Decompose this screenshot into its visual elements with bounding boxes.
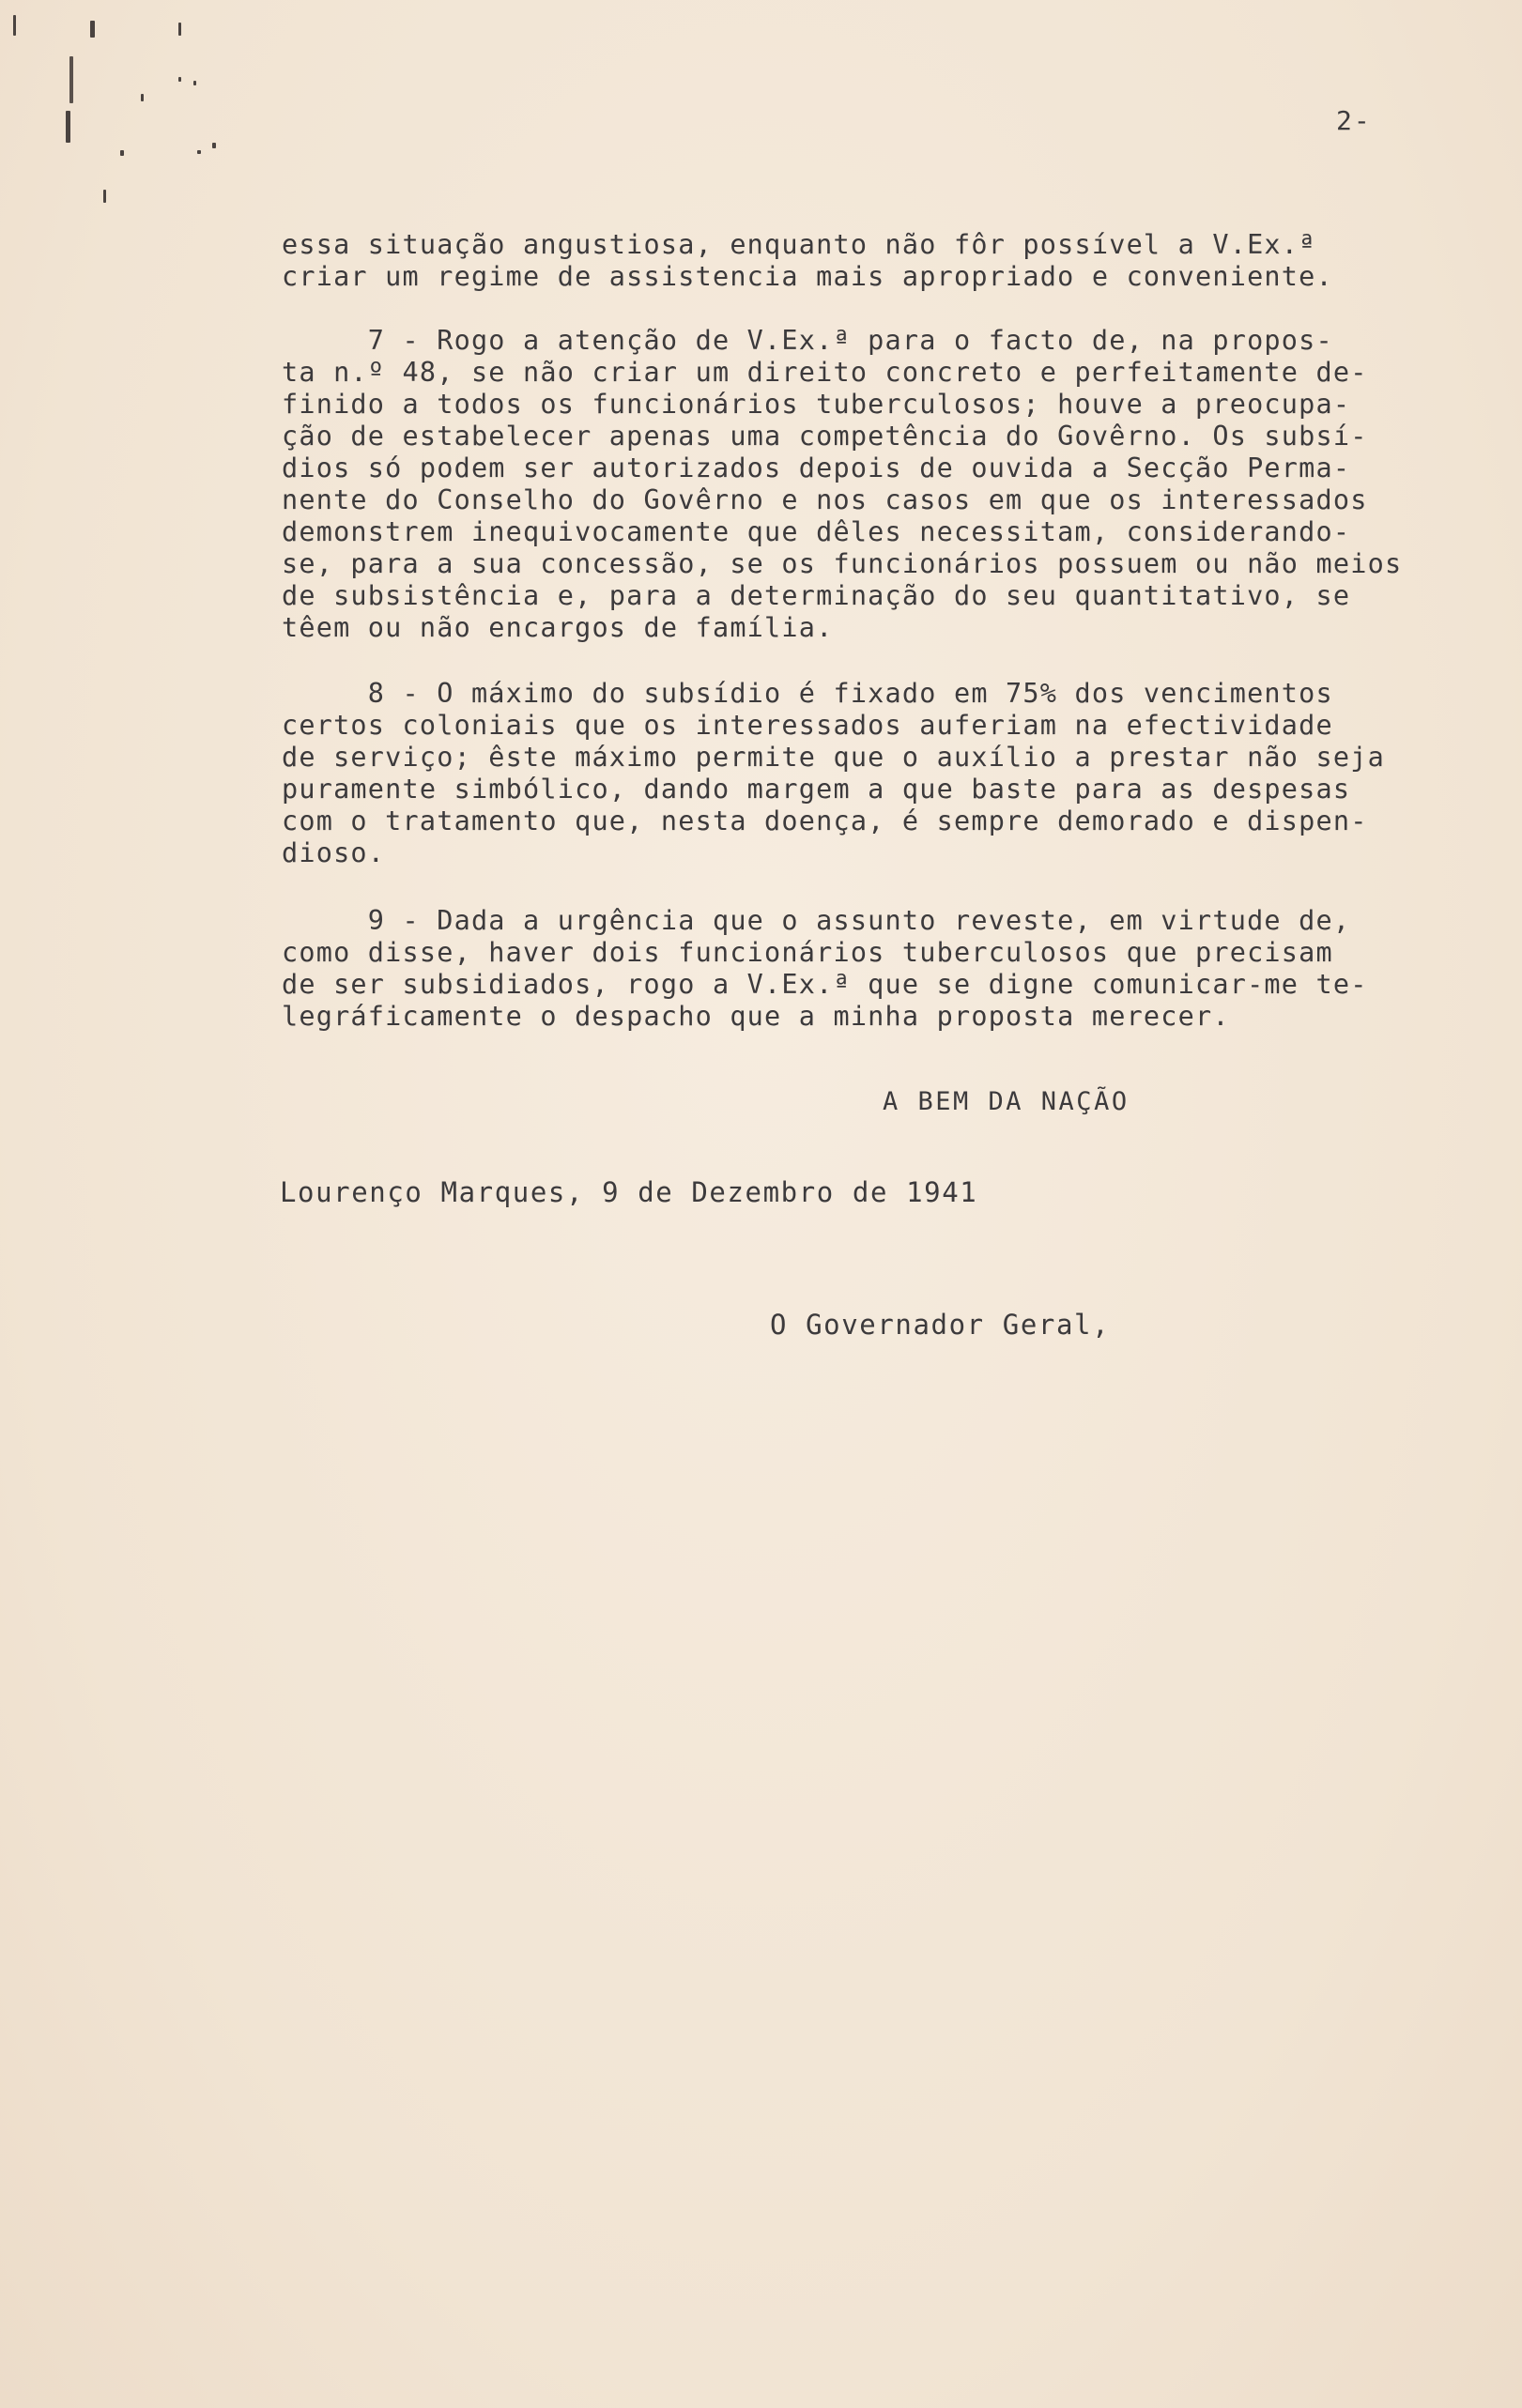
paragraph-continuation — [282, 229, 1512, 293]
text-line: com o tratamento que, nesta doença, é sempre demorado e dispen- — [282, 805, 1368, 836]
page-number: 2- — [1336, 105, 1372, 136]
text-line: 9 - Dada a urgência que o assunto reveste, em virtude de, — [282, 905, 1351, 936]
text-line: de subsistência e, para a determinação do seu quantitativo, se — [282, 580, 1351, 611]
text-line: dioso. — [282, 837, 386, 868]
text-line: demonstrem inequivocamente que dêles necessitam, considerando- — [282, 516, 1351, 547]
text-line: de ser subsidiados, rogo a V.Ex.ª que se digne comunicar-me te- — [282, 969, 1368, 1000]
text-line: 7 - Rogo a atenção de V.Ex.ª para o facto de, na propos- — [282, 325, 1333, 356]
text-line: finido a todos os funcionários tuberculosos; houve a preocupa- — [282, 389, 1351, 420]
text-line: ta n.º 48, se não criar um direito concreto e perfeitamente de- — [282, 357, 1368, 388]
text-line: puramente simbólico, dando margem a que baste para as despesas — [282, 774, 1351, 805]
text-line: têem ou não encargos de família. — [282, 612, 834, 643]
text-line: 8 - O máximo do subsídio é fixado em 75% dos vencimentos — [282, 678, 1333, 709]
paragraph-8 — [282, 678, 1512, 869]
paragraph-9 — [282, 905, 1512, 1033]
paragraph-7 — [282, 325, 1512, 644]
closing-salutation: A BEM DA NAÇÃO — [883, 1087, 1130, 1116]
text-line: como disse, haver dois funcionários tuberculosos que precisam — [282, 937, 1333, 968]
text-line: criar um regime de assistencia mais apropriado e conveniente. — [282, 261, 1333, 292]
text-line: nente do Conselho do Govêrno e nos casos em que os interessados — [282, 484, 1368, 515]
text-line: essa situação angustiosa, enquanto não fôr possível a V.Ex.ª — [282, 229, 1316, 260]
text-line: legráficamente o despacho que a minha proposta merecer. — [282, 1001, 1230, 1032]
signatory-title: O Governador Geral, — [770, 1309, 1111, 1341]
place-and-date: Lourenço Marques, 9 de Dezembro de 1941 — [280, 1176, 978, 1208]
text-line: certos coloniais que os interessados auferiam na efectividade — [282, 710, 1333, 741]
letter-body — [282, 229, 1512, 1033]
text-line: dios só podem ser autorizados depois de ouvida a Secção Perma- — [282, 452, 1351, 483]
text-line: ção de estabelecer apenas uma competência do Govêrno. Os subsí- — [282, 421, 1368, 452]
text-line: se, para a sua concessão, se os funcionários possuem ou não meios — [282, 548, 1403, 579]
text-line: de serviço; êste máximo permite que o auxílio a prestar não seja — [282, 742, 1385, 773]
